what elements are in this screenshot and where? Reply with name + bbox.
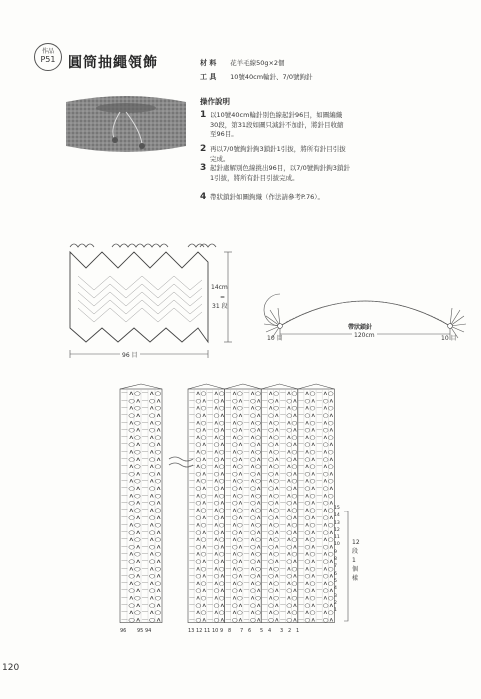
height-cm: 14cm — [211, 284, 228, 291]
repeat-bracket — [342, 511, 352, 623]
row-number: 7 — [334, 564, 337, 570]
column-number-row — [115, 628, 345, 638]
row-number: 5 — [334, 578, 337, 584]
chart-stitch-row: －○∧－○∧ — [120, 456, 162, 463]
row-number: 10 — [334, 542, 340, 548]
badge-code: P51 — [40, 55, 56, 64]
chart-stitch-row: －○∧－○∧－○∧－○∧－○∧－○∧－○∧－○∧ — [188, 486, 334, 492]
chart-stitch-row: －○∧－○∧ — [120, 500, 162, 507]
row-number: 15 — [334, 506, 340, 511]
chart-stitch-row: －○∧－○∧ — [120, 486, 162, 492]
chart-stitch-row: －○∧－○∧ — [120, 427, 162, 434]
column-number: 9 — [220, 628, 224, 634]
chart-stitch-row: －○∧－○∧－○∧－○∧－○∧－○∧－○∧－○∧ — [188, 456, 334, 463]
chart-stitch-row: －∧○－∧○ — [120, 580, 162, 587]
chart-stitch-row: －○∧－○∧ — [120, 559, 162, 565]
chart-stitch-row: －∧○－∧○ — [120, 391, 162, 398]
row-number: 11 — [334, 535, 340, 541]
column-number: 6 — [248, 628, 252, 634]
column-number: 12 — [196, 628, 203, 634]
chart-stitch-row: －○∧－○∧ — [120, 515, 162, 522]
chart-stitch-row: －∧○－∧○－∧○－∧○－∧○－∧○－∧○－∧○ — [188, 434, 335, 441]
chart-stitch-row: －○∧－○∧－○∧－○∧－○∧－○∧－○∧－○∧ — [188, 413, 334, 419]
chart-stitch-row: －∧○－∧○ — [120, 405, 162, 412]
tools-value: 10號40cm輪針、7/0號鉤針 — [230, 73, 313, 81]
chart-stitch-row: －∧○－∧○－∧○－∧○－∧○－∧○－∧○－∧○ — [188, 566, 335, 573]
chart-stitch-row: －○∧－○∧－○∧－○∧－○∧－○∧－○∧－○∧ — [188, 427, 334, 434]
chart-stitch-row: －○∧－○∧－○∧－○∧－○∧－○∧－○∧－○∧ — [188, 573, 334, 580]
chart-stitch-row: －∧○－∧○－∧○－∧○－∧○－∧○－∧○－∧○ — [188, 551, 335, 558]
product-photo — [60, 88, 192, 160]
chart-stitch-row: －∧○－∧○ — [120, 434, 162, 441]
chart-stitch-row: －∧○－∧○ — [120, 522, 162, 529]
chart-stitch-row: －○∧－○∧－○∧－○∧－○∧－○∧－○∧－○∧ — [188, 398, 334, 405]
chart-stitch-row: －∧○－∧○－∧○－∧○－∧○－∧○－∧○－∧○ — [188, 449, 335, 456]
stitch-chart-left-panel — [120, 384, 162, 623]
chart-stitch-row: －∧○－∧○－∧○－∧○－∧○－∧○－∧○－∧○ — [188, 507, 335, 514]
chart-stitch-row: －○∧－○∧－○∧－○∧－○∧－○∧－○∧－○∧ — [188, 602, 334, 609]
chart-stitch-row: －○∧－○∧ — [120, 413, 162, 419]
project-badge — [34, 43, 62, 71]
column-number: 8 — [228, 628, 232, 634]
height-eq: = — [220, 294, 226, 301]
column-number: 94 — [145, 628, 152, 634]
chart-stitch-row: －○∧－○∧ — [120, 442, 162, 449]
step-1 — [200, 111, 350, 140]
cord-length: 120cm — [354, 332, 375, 339]
chart-stitch-row: －○∧－○∧ — [120, 602, 162, 609]
chart-stitch-row: －∧○－∧○ — [120, 566, 162, 573]
chart-zigzag-edge — [298, 384, 335, 389]
row-number: 3 — [334, 593, 337, 599]
row-number: 13 — [334, 520, 340, 526]
chart-stitch-row: －∧○－∧○ — [120, 551, 162, 558]
chart-stitch-row: －○∧－○∧ — [120, 573, 162, 580]
step-text: 以10號40cm輪針別色線起針96目，如圖編織30段，第31段如圖只減針不加針，將針目收縮至96目。 — [210, 111, 344, 138]
repeat-label: 12 段 1 個 樣 — [352, 539, 360, 582]
row-number: 14 — [334, 513, 340, 519]
step-text: 起針處解別色線挑出96目，以7/0號鉤針鉤3鎖針1引拔，將所有針目引拔完成。 — [210, 164, 350, 182]
step-number: 1 — [200, 110, 207, 120]
row-number: 6 — [334, 571, 337, 577]
chart-stitch-row: －∧○－∧○－∧○－∧○－∧○－∧○－∧○－∧○ — [188, 610, 335, 617]
column-number: 3 — [280, 628, 284, 634]
chart-stitch-row: －○∧－○∧ — [120, 588, 162, 595]
chart-stitch-row: －∧○－∧○ — [120, 507, 162, 514]
chart-zigzag-edge — [120, 384, 162, 389]
chart-stitch-row: －∧○－∧○－∧○－∧○－∧○－∧○－∧○－∧○ — [188, 420, 335, 427]
column-number: 10 — [212, 628, 219, 634]
step-text: 再以7/0號鉤針鉤3鎖針1引拔，將所有針目引拔完成。 — [210, 145, 346, 163]
chart-zigzag-edge — [188, 384, 225, 389]
column-number: 95 — [137, 628, 144, 634]
cord-label: 帶狀鎖針 — [348, 324, 373, 331]
chart-stitch-row: －∧○－∧○－∧○－∧○－∧○－∧○－∧○－∧○ — [188, 478, 335, 485]
chart-stitch-row: －○∧－○∧－○∧－○∧－○∧－○∧－○∧－○∧ — [188, 529, 334, 536]
step-2 — [200, 145, 350, 164]
chart-stitch-row: －∧○－∧○ — [120, 493, 162, 500]
column-number: 2 — [288, 628, 292, 634]
step-text: 帶狀鎖針如圖鉤織（作法請參考P.76）。 — [210, 193, 324, 201]
chart-stitch-row: －○∧－○∧－○∧－○∧－○∧－○∧－○∧－○∧ — [188, 515, 334, 522]
chart-stitch-row: －○∧－○∧－○∧－○∧－○∧－○∧－○∧－○∧ — [188, 588, 334, 595]
chart-stitch-row: －○∧－○∧－○∧－○∧－○∧－○∧－○∧－○∧ — [188, 471, 334, 478]
row-number: 2 — [334, 600, 337, 606]
right-end-stitches: 10 目 — [441, 335, 457, 342]
row-number: 1 — [334, 608, 337, 614]
stitch-chart — [115, 383, 345, 628]
width-stitches: 96 目 — [122, 352, 138, 359]
chart-stitch-row: －∧○－∧○ — [120, 478, 162, 485]
row-number: 9 — [334, 549, 337, 555]
left-end-stitches: 10 目 — [267, 335, 283, 342]
chart-stitch-row: －○∧－○∧ — [120, 471, 162, 478]
page-title: 圓筒抽繩領飾 — [68, 55, 158, 71]
tools-row — [200, 72, 313, 82]
materials-value: 花羊毛線50g×2個 — [230, 59, 285, 67]
chart-stitch-row: －∧○－∧○－∧○－∧○－∧○－∧○－∧○－∧○ — [188, 405, 335, 412]
materials-label: 材 料 — [200, 59, 217, 67]
chart-stitch-row: －∧○－∧○－∧○－∧○－∧○－∧○－∧○－∧○ — [188, 580, 335, 587]
chart-stitch-row: －○∧－○∧ — [120, 617, 162, 624]
materials-row — [200, 58, 285, 68]
chart-stitch-row: －∧○－∧○ — [120, 464, 162, 471]
stitch-chart-right-panel — [188, 384, 334, 623]
chevron-texture — [78, 276, 202, 322]
chart-zigzag-edge — [261, 384, 298, 389]
row-number: 8 — [334, 557, 337, 563]
column-number: 4 — [268, 628, 272, 634]
chart-stitch-row: －∧○－∧○ — [120, 420, 162, 427]
chart-stitch-row: －○∧－○∧－○∧－○∧－○∧－○∧－○∧－○∧ — [188, 559, 334, 565]
tools-label: 工 具 — [200, 73, 217, 81]
row-number: 4 — [334, 586, 337, 592]
column-number: 5 — [260, 628, 264, 634]
chart-stitch-row: －∧○－∧○－∧○－∧○－∧○－∧○－∧○－∧○ — [188, 595, 335, 602]
chart-stitch-row: －∧○－∧○－∧○－∧○－∧○－∧○－∧○－∧○ — [188, 464, 335, 471]
chart-stitch-row: －○∧－○∧－○∧－○∧－○∧－○∧－○∧－○∧ — [188, 500, 334, 507]
column-number: 7 — [240, 628, 244, 634]
chart-stitch-row: －○∧－○∧－○∧－○∧－○∧－○∧－○∧－○∧ — [188, 544, 334, 551]
step-4 — [200, 193, 350, 203]
chart-stitch-row: －∧○－∧○ — [120, 610, 162, 617]
chart-stitch-row: －○∧－○∧－○∧－○∧－○∧－○∧－○∧－○∧ — [188, 617, 334, 624]
chart-stitch-row: －∧○－∧○－∧○－∧○－∧○－∧○－∧○－∧○ — [188, 391, 335, 398]
step-number: 3 — [200, 163, 207, 173]
column-number: 11 — [204, 628, 211, 634]
chart-stitch-row: －∧○－∧○ — [120, 537, 162, 544]
column-number: 13 — [188, 628, 195, 634]
chart-stitch-row: －∧○－∧○ — [120, 595, 162, 602]
page-number: 120 — [2, 663, 20, 673]
chart-stitch-row: －∧○－∧○－∧○－∧○－∧○－∧○－∧○－∧○ — [188, 522, 335, 529]
column-number: 96 — [120, 628, 127, 634]
chart-stitch-row: －∧○－∧○－∧○－∧○－∧○－∧○－∧○－∧○ — [188, 493, 335, 500]
instructions-heading: 操作說明 — [200, 97, 230, 106]
badge-label: 作品 — [41, 48, 54, 55]
height-rows: 31 段 — [212, 303, 228, 310]
row-number: 12 — [334, 527, 340, 533]
step-number: 2 — [200, 144, 207, 154]
chart-stitch-row: －○∧－○∧ — [120, 398, 162, 405]
chart-stitch-row: －∧○－∧○－∧○－∧○－∧○－∧○－∧○－∧○ — [188, 537, 335, 544]
chart-zigzag-edge — [225, 384, 262, 389]
step-number: 4 — [200, 192, 207, 202]
step-3 — [200, 164, 350, 183]
chart-stitch-row: －○∧－○∧ — [120, 544, 162, 551]
chart-stitch-row: －○∧－○∧ — [120, 529, 162, 536]
chart-stitch-row: －∧○－∧○ — [120, 449, 162, 456]
column-number: 1 — [296, 628, 300, 634]
chart-stitch-row: －○∧－○∧－○∧－○∧－○∧－○∧－○∧－○∧ — [188, 442, 334, 449]
